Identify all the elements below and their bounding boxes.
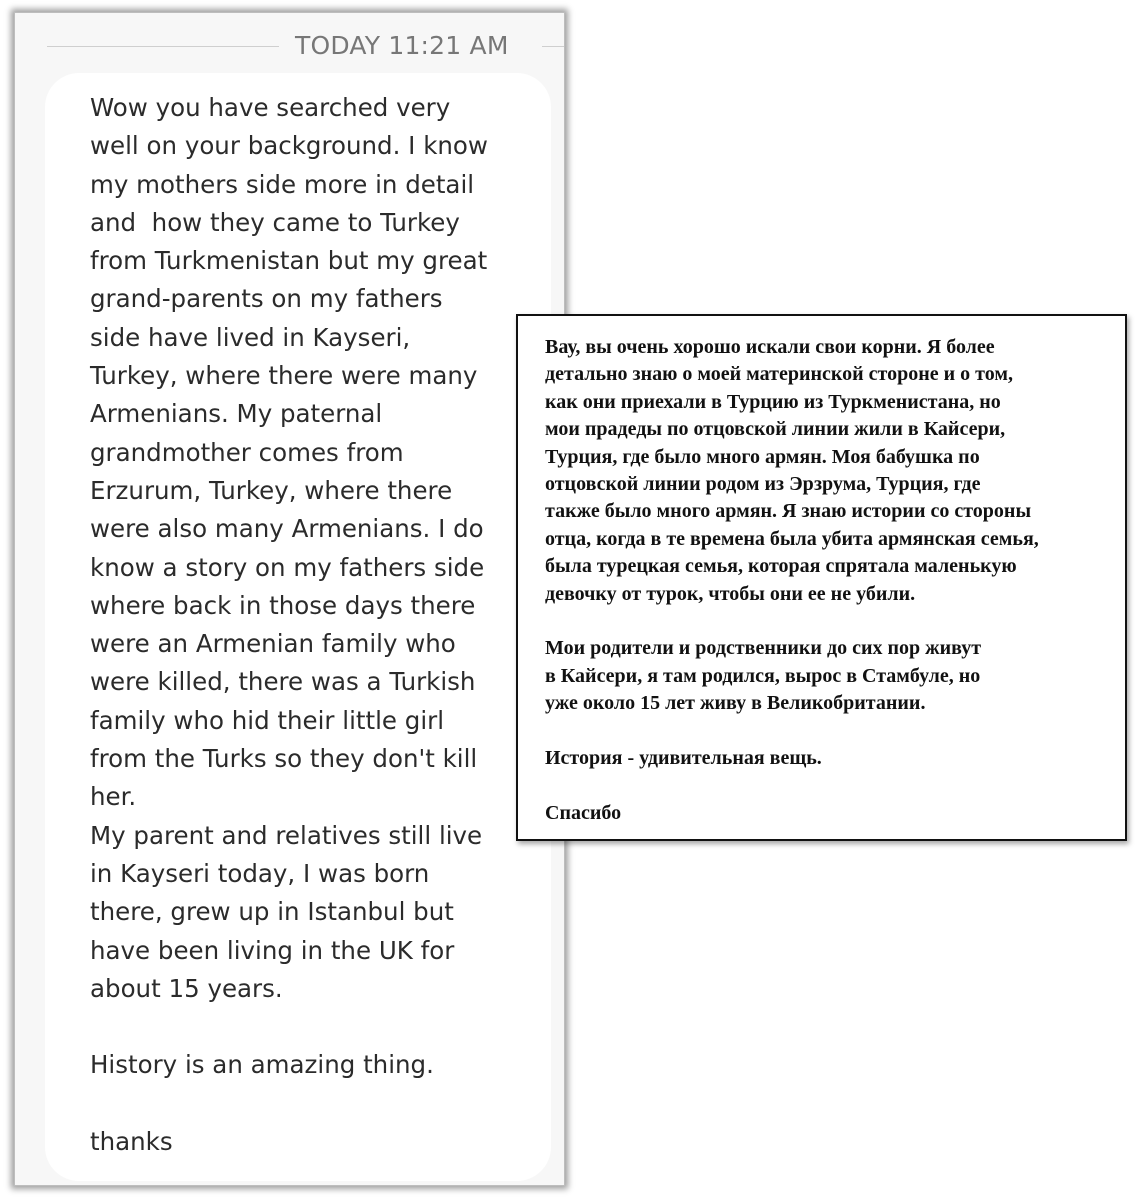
translation-text: Вау, вы очень хорошо искали свои корни. Я более детально знаю о моей материнской стороне и о том, как они приехали в Турцию из Туркменистана, но мои прадеды по отцовской линии жили в Кайсери, Турция, где было много армян. Моя бабушка по отцовской линии родом из Эрзрума, Турция, где также было много армян. Я знаю истории со стороны отца, когда в те времена была убита армянская семья, была турецкая семья, которая спрятала маленькую девочку от турок, чтобы они ее не убили. Мои родители и родственники до сих пор живут в Кайсери, я там родился, вырос в Стамбуле, но уже около 15 лет живу в Великобритании. История - удивительная вещь. Спасибо — [545, 336, 1039, 824]
message-timestamp: TODAY 11:21 AM — [295, 31, 509, 60]
timestamp-divider — [15, 31, 564, 63]
translation-box — [516, 314, 1127, 841]
divider-line-right — [542, 46, 564, 47]
chat-screenshot-panel — [14, 12, 565, 1186]
divider-line-left — [47, 46, 279, 47]
message-bubble[interactable] — [45, 73, 551, 1181]
message-text: Wow you have searched very well on your background. I know my mothers side more in detail and how they came to Turkey from Turkmenistan but my great grand-parents on my fathers side have lived in Kayseri, Turkey, where there were many Armenians. My paternal grandmother comes from Erzurum, Turkey, where there were also many Armenians. I do know a story on my fathers side where back in those days there were an Armenian family who were killed, there was a Turkish family who hid their little girl from the Turks so they don't kill her. My parent and relatives still live in Kayseri today, I was born there, grew up in Istanbul but have been living in the UK for about 15 years. History is an amazing thing. thanks — [90, 93, 488, 1157]
